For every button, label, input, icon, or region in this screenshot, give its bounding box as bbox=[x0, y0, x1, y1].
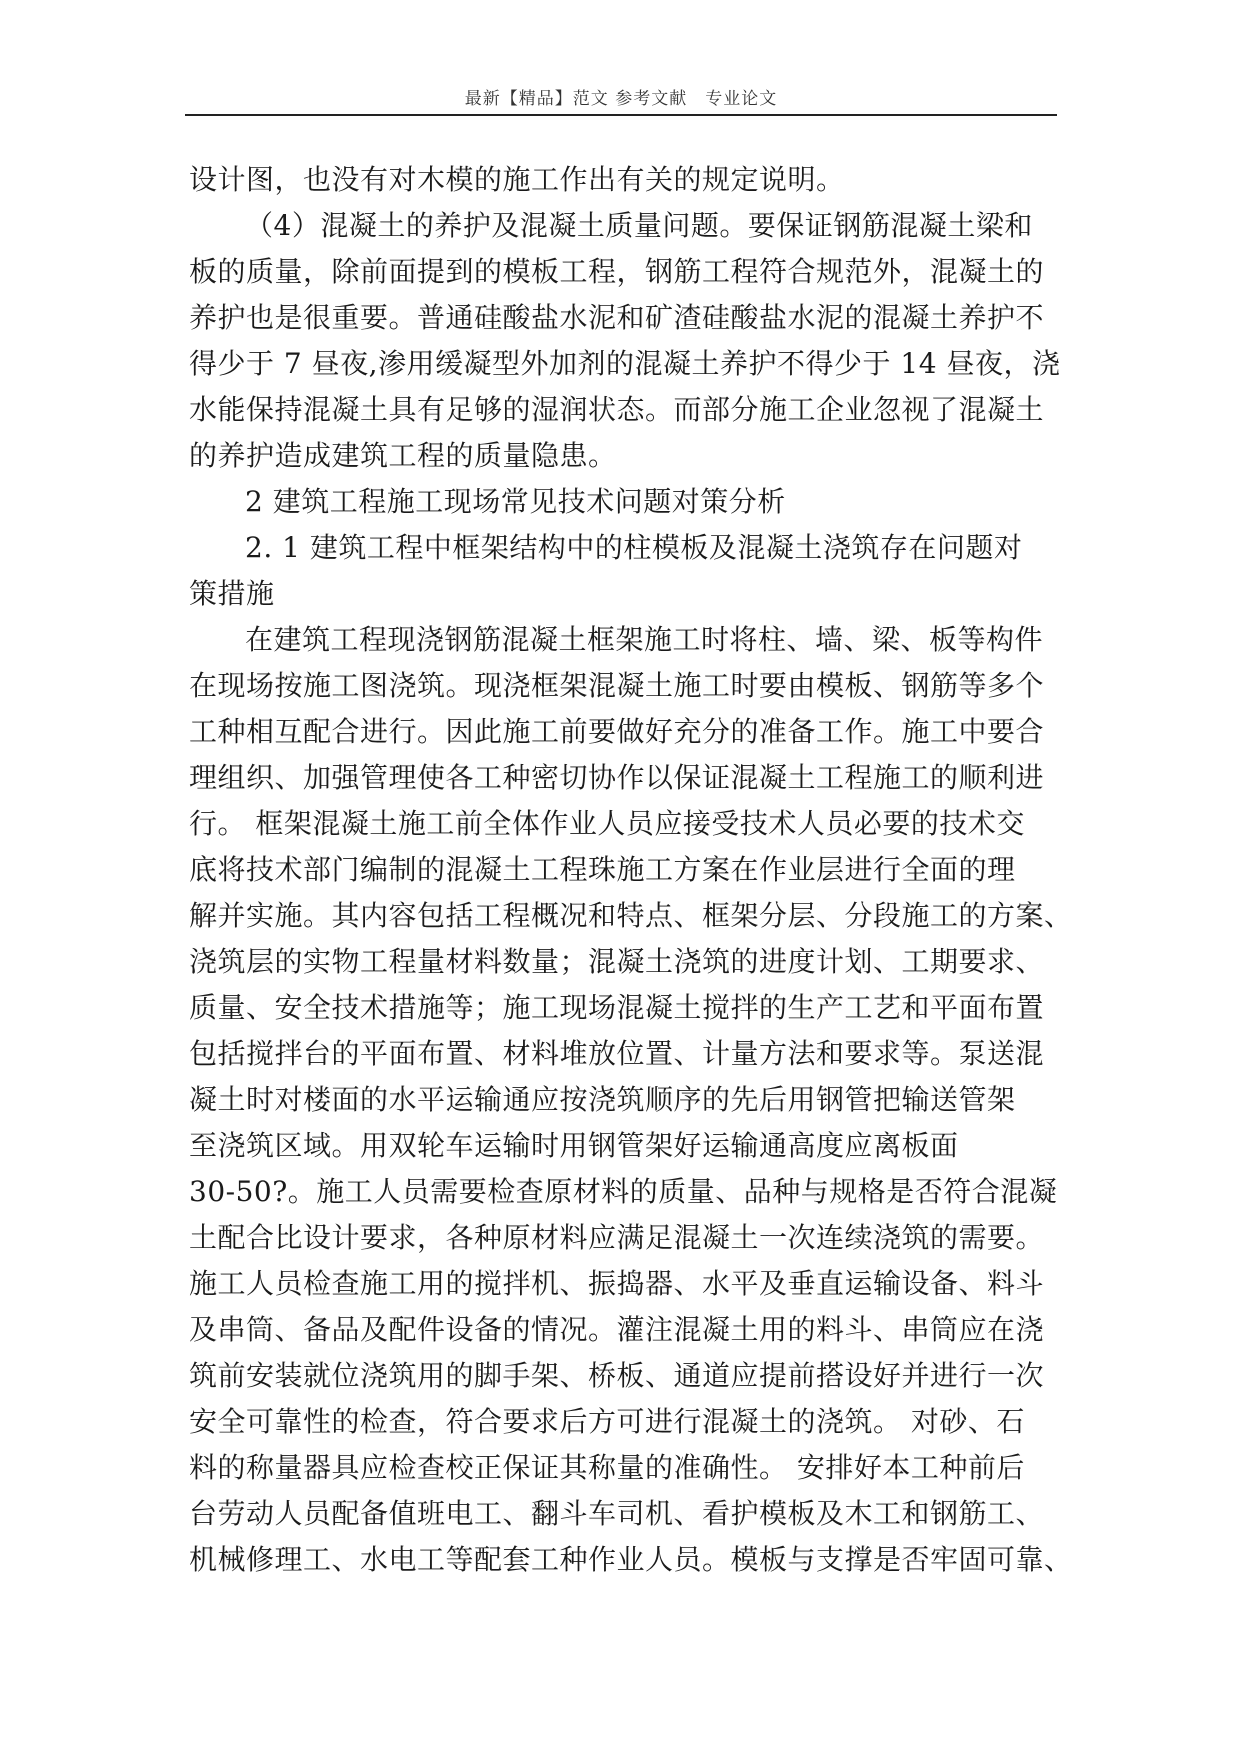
text-line: 在现场按施工图浇筑。现浇框架混凝土施工时要由模板、钢筋等多个 bbox=[189, 669, 1045, 702]
text-line: 及串筒、备品及配件设备的情况。灌注混凝土用的料斗、串筒应在浇 bbox=[189, 1313, 1045, 1346]
text-line: 在建筑工程现浇钢筋混凝土框架施工时将柱、墙、梁、板等构件 bbox=[245, 623, 1044, 656]
text-line: 2 建筑工程施工现场常见技术问题对策分析 bbox=[245, 485, 786, 518]
text-line: 板的质量，除前面提到的模板工程，钢筋工程符合规范外，混凝土的 bbox=[189, 255, 1045, 288]
header-rule bbox=[185, 114, 1057, 116]
text-line: 设计图，也没有对木模的施工作出有关的规定说明。 bbox=[189, 163, 845, 196]
text-line: 料的称量器具应检查校正保证其称量的准确性。 安排好本工种前后 bbox=[189, 1451, 1025, 1484]
text-line: 底将技术部门编制的混凝土工程珠施工方案在作业层进行全面的理 bbox=[189, 853, 1016, 886]
text-line: 包括搅拌台的平面布置、材料堆放位置、计量方法和要求等。泵送混 bbox=[189, 1037, 1045, 1070]
text-line: 筑前安装就位浇筑用的脚手架、桥板、通道应提前搭设好并进行一次 bbox=[189, 1359, 1045, 1392]
text-line: 凝土时对楼面的水平运输通应按浇筑顺序的先后用钢管把输送管架 bbox=[189, 1083, 1016, 1116]
text-line: 水能保持混凝土具有足够的湿润状态。而部分施工企业忽视了混凝土 bbox=[189, 393, 1045, 426]
text-line: 行。 框架混凝土施工前全体作业人员应接受技术人员必要的技术交 bbox=[189, 807, 1025, 840]
text-line: 施工人员检查施工用的搅拌机、振捣器、水平及垂直运输设备、料斗 bbox=[189, 1267, 1045, 1300]
text-line: 浇筑层的实物工程量材料数量；混凝土浇筑的进度计划、工期要求、 bbox=[189, 945, 1045, 978]
text-line: （4）混凝土的养护及混凝土质量问题。要保证钢筋混凝土梁和 bbox=[245, 209, 1033, 242]
text-line: 台劳动人员配备值班电工、翻斗车司机、看护模板及木工和钢筋工、 bbox=[189, 1497, 1045, 1530]
text-line: 30-50?。施工人员需要检查原材料的质量、品种与规格是否符合混凝 bbox=[189, 1175, 1058, 1208]
text-line: 安全可靠性的检查，符合要求后方可进行混凝土的浇筑。 对砂、石 bbox=[189, 1405, 1025, 1438]
text-line: 策措施 bbox=[189, 577, 275, 610]
document-body bbox=[189, 157, 1073, 1583]
text-line: 的养护造成建筑工程的质量隐患。 bbox=[189, 439, 617, 472]
text-line: 土配合比设计要求，各种原材料应满足混凝土一次连续浇筑的需要。 bbox=[189, 1221, 1045, 1254]
text-line: 质量、安全技术措施等；施工现场混凝土搅拌的生产工艺和平面布置 bbox=[189, 991, 1045, 1024]
text-line: 工种相互配合进行。因此施工前要做好充分的准备工作。施工中要合 bbox=[189, 715, 1045, 748]
page-header: 最新【精品】范文 参考文献 专业论文 bbox=[464, 89, 778, 109]
text-line: 理组织、加强管理使各工种密切协作以保证混凝土工程施工的顺利进 bbox=[189, 761, 1045, 794]
text-line: 2. 1 建筑工程中框架结构中的柱模板及混凝土浇筑存在问题对 bbox=[245, 531, 1023, 564]
text-line: 解并实施。其内容包括工程概况和特点、框架分层、分段施工的方案、 bbox=[189, 899, 1073, 932]
text-line: 得少于 7 昼夜,渗用缓凝型外加剂的混凝土养护不得少于 14 昼夜，浇 bbox=[189, 347, 1061, 380]
text-line: 养护也是很重要。普通硅酸盐水泥和矿渣硅酸盐水泥的混凝土养护不 bbox=[189, 301, 1045, 334]
text-line: 机械修理工、水电工等配套工种作业人员。模板与支撑是否牢固可靠、 bbox=[189, 1543, 1073, 1576]
text-line: 至浇筑区域。用双轮车运输时用钢管架好运输通高度应离板面 bbox=[189, 1129, 959, 1162]
